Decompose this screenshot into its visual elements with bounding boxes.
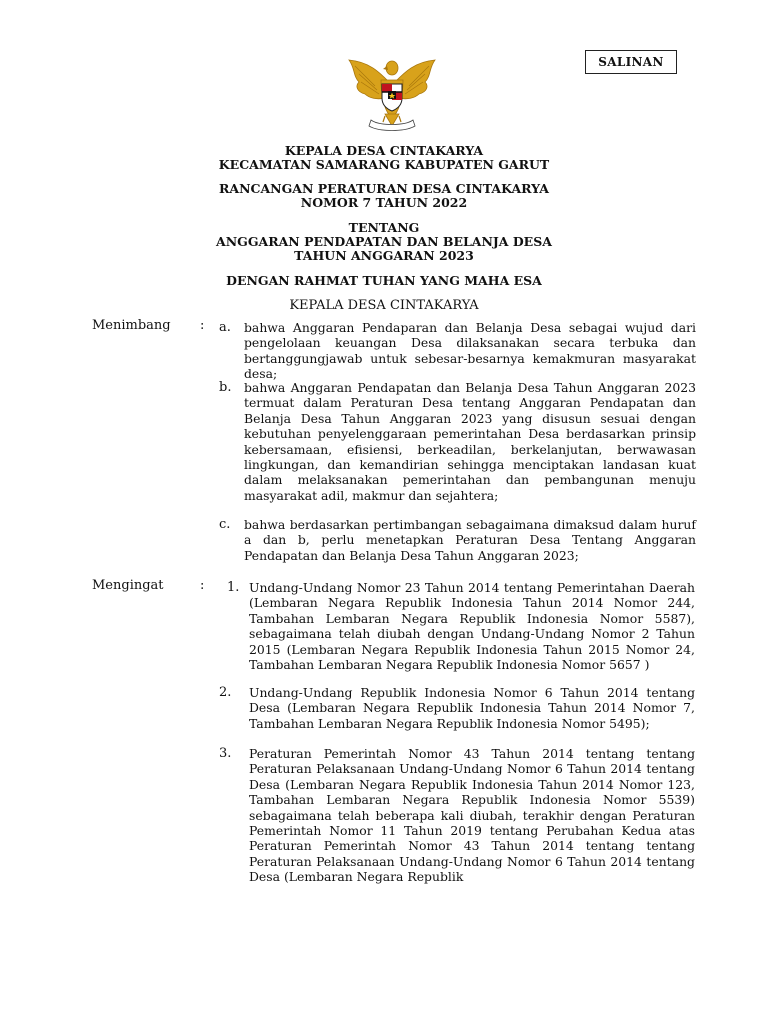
menimbang-mark-b: b.: [219, 380, 232, 395]
about-heading: TENTANG: [348, 220, 420, 235]
menimbang-mark-c: c.: [219, 517, 231, 532]
menimbang-colon: :: [200, 318, 205, 333]
subject-line-1: ANGGARAN PENDAPATAN DAN BELANJA DESA: [216, 234, 552, 249]
mengingat-mark-1: 1.: [227, 580, 240, 595]
mengingat-mark-2: 2.: [219, 685, 232, 700]
regulation-number: NOMOR 7 TAHUN 2022: [300, 195, 468, 210]
blessing-line: DENGAN RAHMAT TUHAN YANG MAHA ESA: [226, 273, 542, 288]
official-title: KEPALA DESA CINTAKARYA: [289, 298, 479, 313]
mengingat-item-2: Undang-Undang Republik Indonesia Nomor 6 Tahun 2014 tentang Desa (Lembaran Negara Republik Indonesia Tahun 2014 Nomor 7, Tambahan Lembaran Negara Republik Indonesia Nomor 5495);: [249, 685, 695, 731]
mengingat-mark-3: 3.: [219, 746, 232, 761]
garuda-emblem-icon: [341, 54, 443, 134]
menimbang-label: Menimbang: [92, 318, 171, 333]
header-line-2: KECAMATAN SAMARANG KABUPATEN GARUT: [218, 157, 550, 172]
subject-line-2: TAHUN ANGGARAN 2023: [294, 248, 474, 263]
menimbang-item-c: bahwa berdasarkan pertimbangan sebagaimana dimaksud dalam huruf a dan b, perlu menetapkan Peraturan Desa Tentang Anggaran Pendapatan dan Belanja Desa Tahun Anggaran 2023;: [244, 517, 696, 563]
menimbang-mark-a: a.: [219, 320, 231, 335]
mengingat-colon: :: [200, 578, 205, 593]
mengingat-label: Mengingat: [92, 578, 164, 593]
header-line-1: KEPALA DESA CINTAKARYA: [284, 143, 484, 158]
regulation-title: RANCANGAN PERATURAN DESA CINTAKARYA: [219, 181, 549, 196]
mengingat-item-1: Undang-Undang Nomor 23 Tahun 2014 tentang Pemerintahan Daerah (Lembaran Negara Republik Indonesia Tahun 2014 Nomor 244, Tambahan Lembaran Negara Republik Indonesia Nomor 5587), sebagaimana telah diubah dengan Undang-Undang Nomor 2 Tahun 2015 (Lembaran Negara Republik Indonesia Tahun 2015 Nomor 24, Tambahan Lembaran Negara Republik Indonesia Nomor 5657 ): [249, 580, 695, 673]
menimbang-item-b: bahwa Anggaran Pendapatan dan Belanja Desa Tahun Anggaran 2023 termuat dalam Peraturan Desa tentang Anggaran Pendapatan dan Belanja Desa Tahun Anggaran 2023 yang disusun sesuai dengan kebutuhan penyelenggaraan pemerintahan Desa berdasarkan prinsip kebersamaan, efisiensi, berkeadilan, berkelanjutan, berwawasan lingkungan, dan kemandirian sehingga menciptakan landasan kuat dalam melaksanakan pemerintahan dan pembangunan menuju masyarakat adil, makmur dan sejahtera;: [244, 380, 696, 503]
salinan-stamp: SALINAN: [585, 50, 677, 74]
mengingat-item-3: Peraturan Pemerintah Nomor 43 Tahun 2014 tentang tentang Peraturan Pelaksanaan Undang-Undang Nomor 6 Tahun 2014 tentang Desa (Lembaran Negara Republik Indonesia Tahun 2014 Nomor 123, Tambahan Lembaran Negara Republik Indonesia Nomor 5539) sebagaimana telah beberapa kali diubah, terakhir dengan Peraturan Pemerintah Nomor 11 Tahun 2019 tentang Perubahan Kedua atas Peraturan Pemerintah Nomor 43 Tahun 2014 tentang tentang Peraturan Pelaksanaan Undang-Undang Nomor 6 Tahun 2014 tentang Desa (Lembaran Negara Republik: [249, 746, 695, 885]
menimbang-item-a: bahwa Anggaran Pendaparan dan Belanja Desa sebagai wujud dari pengelolaan keuangan Desa dilaksanakan secara terbuka dan bertanggungjawab untuk sebesar-besarnya kemakmuran masyarakat desa;: [244, 320, 696, 382]
